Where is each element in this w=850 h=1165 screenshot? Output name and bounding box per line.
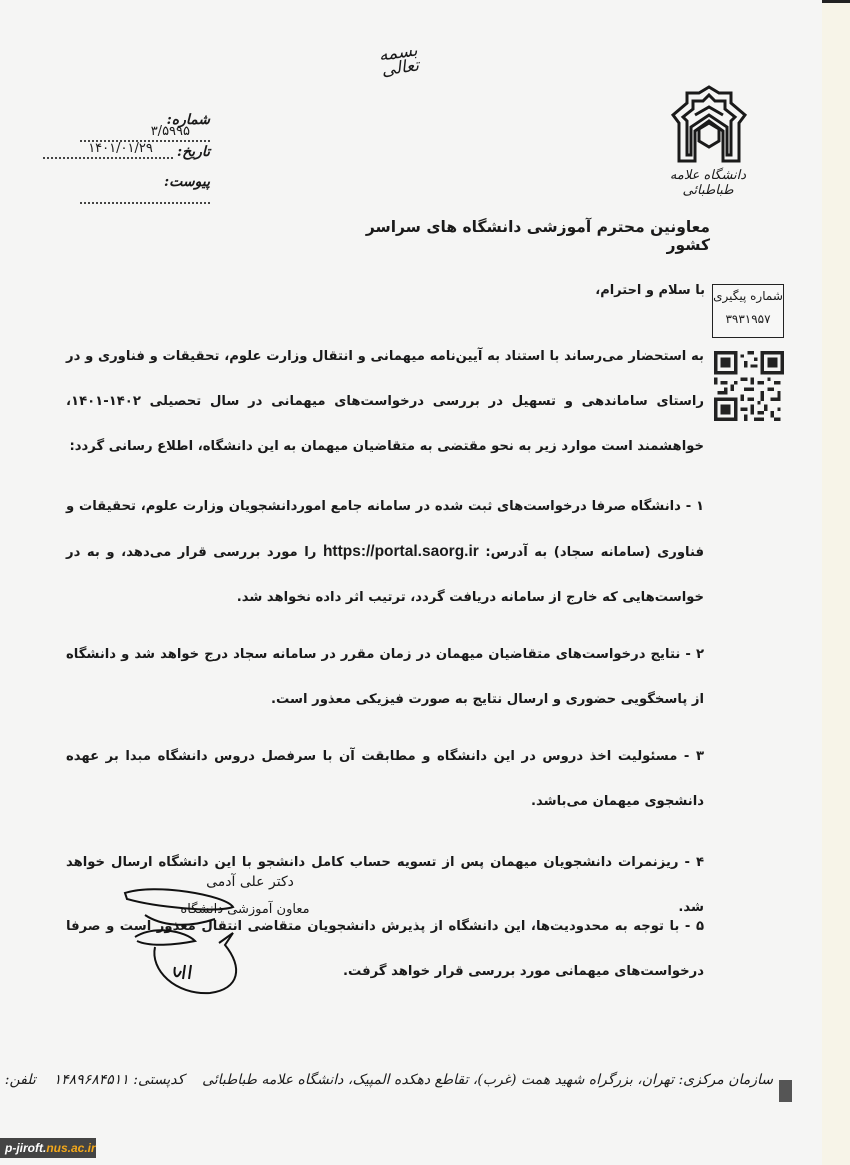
- handwritten-signature-icon: [115, 885, 245, 1000]
- basmala-header: بسمه تعالی: [377, 40, 421, 81]
- footer-address-line: [4, 1072, 773, 1088]
- item-1-text-before-url: ۱ - دانشگاه صرفا درخواست‌های ثبت شده در سامانه جامع اموردانشجویان وزارت علوم، تحقیقات و فناوری (سامانه سجاد) به آدرس:: [66, 499, 704, 560]
- tracking-number-box: [712, 284, 784, 338]
- university-logo-icon: [665, 85, 753, 165]
- item-5: ۵ - با توجه به محدودیت‌ها، این دانشگاه از پذیرش دانشجویان متقاضی انتقال معذور است و صرفا درخواست‌های میهمانی مورد بررسی قرار خواهد گرفت.: [66, 919, 704, 979]
- footer-address: سازمان مرکزی: تهران، بزرگراه شهید همت (غرب)، تقاطع دهکده المپیک، دانشگاه علامه طباطبائی: [202, 1072, 773, 1088]
- tracking-label: شماره پیگیری: [713, 289, 783, 303]
- signatory-title: معاون آموزشی دانشگاه: [180, 902, 310, 917]
- letter-attachment-dots: [80, 192, 210, 204]
- item-4: ۴ - ریزنمرات دانشجویان میهمان پس از تسویه حساب کامل دانشجو با این دانشگاه ارسال خواهد شد.: [66, 855, 704, 915]
- portal-url-link[interactable]: https://portal.saorg.ir: [322, 543, 479, 560]
- scan-margin: [822, 0, 850, 1165]
- letter-number-field: [40, 112, 210, 143]
- greeting-line: با سلام و احترام،: [595, 283, 705, 298]
- item-2: ۲ - نتایج درخواست‌های متقاضیان میهمان در زمان مقرر در سامانه سجاد درج خواهد شد و دانشگاه از پاسخگویی حضوری و ارسال نتایج به صورت فیزیکی معذور است.: [66, 647, 704, 707]
- item-3: ۳ - مسئولیت اخذ دروس در این دانشگاه و مطابقت آن با سرفصل دروس دانشگاه مبدا بر عهده دانشجوی میهمان می‌باشد.: [66, 749, 704, 809]
- footer-marker: [779, 1080, 792, 1102]
- letter-date-label: تاریخ:: [176, 144, 210, 160]
- letter-number-value: ۳/۵۹۹۵: [150, 123, 190, 139]
- letter-date-dots: [43, 140, 173, 159]
- qr-code-icon[interactable]: [714, 351, 784, 421]
- letter-number-label: شماره:: [166, 112, 210, 128]
- watermark-domain: nus.ac.ir: [46, 1141, 96, 1155]
- item-1-text-after-url: را مورد بررسی قرار می‌دهد، و به در خواست‌هایی که خارج از سامانه دریافت گردد، ترتیب اثر داده نخواهد شد.: [66, 545, 704, 605]
- letter-attachment-field: [40, 174, 210, 205]
- watermark-prefix: p-jiroft.: [5, 1141, 47, 1155]
- footer-postal-label: کدپستی:: [133, 1072, 185, 1088]
- letter-date-field: [40, 140, 210, 160]
- intro-paragraph: به استحضار می‌رساند با استناد به آیین‌نامه میهمانی و انتقال وزارت علوم، تحقیقات و فناوری و در راستای ساماندهی و تسهیل در بررسی درخواست‌های میهمانی در سال تحصیلی ۱۴۰۲-۱۴۰۱، خواهشمند است موارد زیر به نحو مقتضی به متقاضیان میهمان به این دانشگاه، اطلاع رسانی گردد:: [66, 349, 704, 454]
- site-watermark: [0, 1138, 96, 1158]
- footer-phone-label: تلفن:: [4, 1072, 36, 1088]
- addressee-heading: معاونین محترم آموزشی دانشگاه های سراسر کشور: [365, 218, 710, 254]
- letter-date-value: ۱۴۰۱/۰۱/۲۹: [88, 140, 153, 156]
- signatory-name: دکتر علی آدمی: [206, 874, 294, 890]
- tracking-number: ۳۹۳۱۹۵۷: [725, 312, 771, 326]
- footer-postal-code: ۱۴۸۹۶۸۴۵۱۱: [53, 1072, 129, 1088]
- university-name: دانشگاه علامه طباطبائی: [669, 168, 747, 198]
- item-1: [66, 484, 704, 620]
- letter-attachment-label: پیوست:: [164, 174, 210, 190]
- scan-edge: [822, 0, 850, 3]
